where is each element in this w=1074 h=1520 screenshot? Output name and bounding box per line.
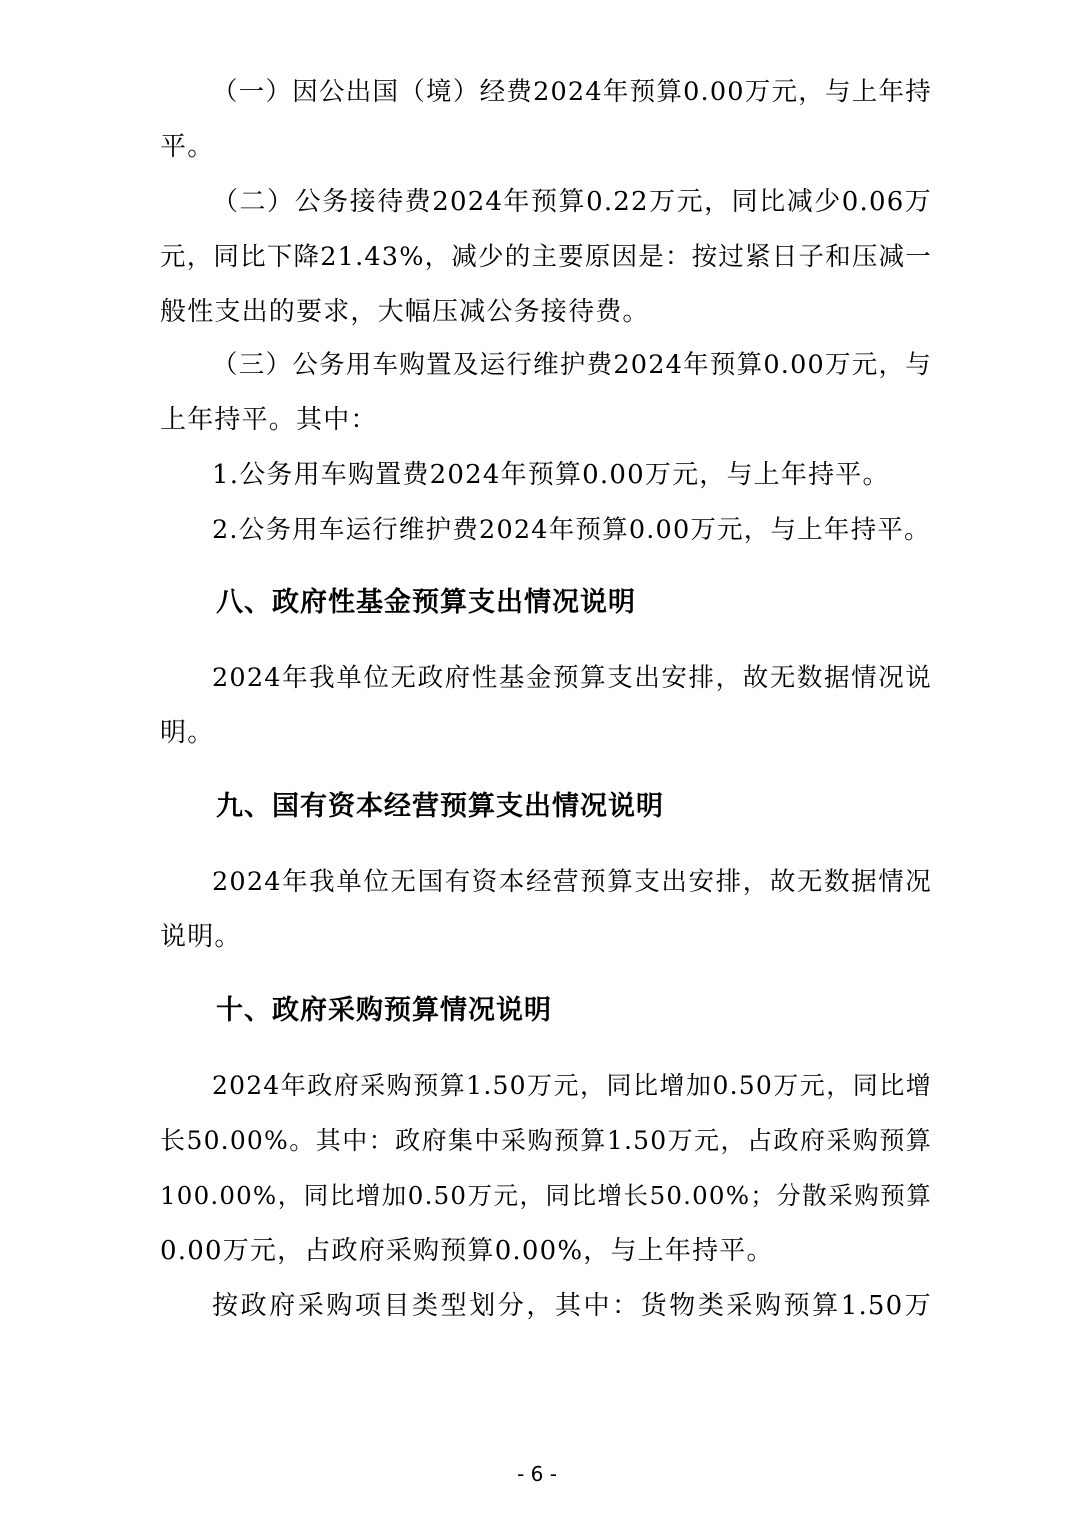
paragraph-line: （二）公务接待费2024年预算0.22万元，同比减少0.06万 [212, 187, 932, 217]
paragraph-line: 1.公务用车购置费2024年预算0.00万元，与上年持平。 [212, 460, 890, 490]
paragraph-line: 按政府采购项目类型划分，其中：货物类采购预算1.50万 [212, 1291, 932, 1321]
paragraph-line: （三）公务用车购置及运行维护费2024年预算0.00万元，与 [212, 350, 932, 380]
paragraph-line: 2024年我单位无国有资本经营预算支出安排，故无数据情况 [212, 867, 932, 897]
paragraph-line: 明。 [160, 718, 215, 748]
section-heading-8: 八、政府性基金预算支出情况说明 [216, 587, 636, 618]
paragraph-line: 平。 [160, 132, 215, 162]
paragraph-line: 2024年我单位无政府性基金预算支出安排，故无数据情况说 [212, 663, 932, 693]
section-heading-9: 九、国有资本经营预算支出情况说明 [216, 791, 664, 822]
paragraph-line: 元，同比下降21.43%，减少的主要原因是：按过紧日子和压减一 [160, 242, 932, 272]
paragraph-line: 长50.00%。其中：政府集中采购预算1.50万元，占政府采购预算 [160, 1126, 932, 1155]
paragraph-line: 说明。 [160, 922, 242, 952]
paragraph-line: （一）因公出国（境）经费2024年预算0.00万元，与上年持 [212, 77, 932, 107]
paragraph-line: 100.00%，同比增加0.50万元，同比增长50.00%；分散采购预算 [160, 1181, 932, 1210]
section-heading-10: 十、政府采购预算情况说明 [216, 995, 552, 1026]
paragraph-line: 2.公务用车运行维护费2024年预算0.00万元，与上年持平。 [212, 515, 931, 545]
page-number: - 6 - [517, 1462, 557, 1486]
paragraph-line: 0.00万元，占政府采购预算0.00%，与上年持平。 [160, 1236, 774, 1266]
paragraph-line: 般性支出的要求，大幅压减公务接待费。 [160, 297, 650, 327]
paragraph-line: 上年持平。其中： [160, 405, 378, 435]
paragraph-line: 2024年政府采购预算1.50万元，同比增加0.50万元，同比增 [212, 1071, 932, 1100]
